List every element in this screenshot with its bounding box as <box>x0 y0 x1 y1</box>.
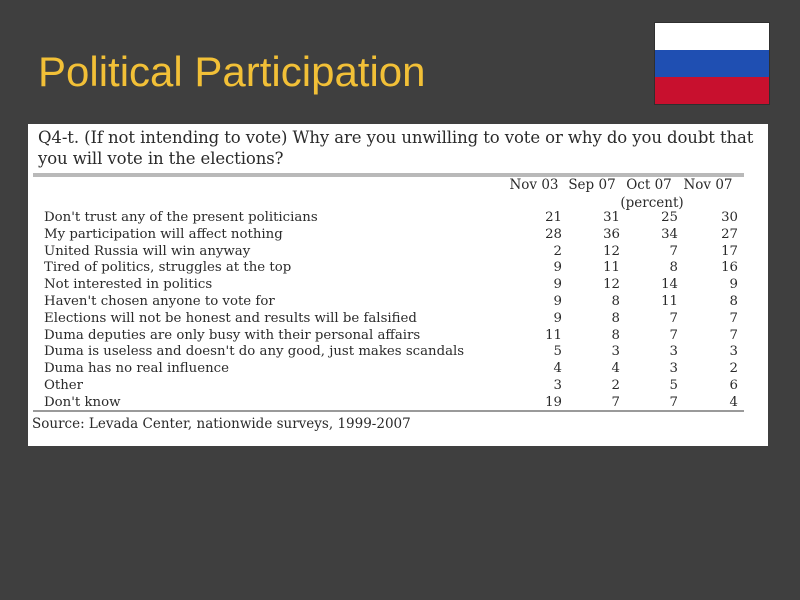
table-cell: 8 <box>669 260 678 276</box>
table-cell: 27 <box>721 226 738 242</box>
table-cell: 7 <box>669 310 678 326</box>
table-row <box>28 327 768 344</box>
table-row <box>28 293 768 310</box>
table-cell: 8 <box>611 310 620 326</box>
table-cell: 28 <box>545 226 562 242</box>
row-label: Not interested in politics <box>44 277 213 293</box>
table-cell: 11 <box>603 260 620 276</box>
table-row <box>28 343 768 360</box>
table-cell: 3 <box>553 378 562 393</box>
table-cell: 4 <box>729 394 738 410</box>
table-footer-rule <box>33 410 744 412</box>
row-label: Duma is useless and doesn't do any good, just makes scandals <box>44 344 465 360</box>
table-cell: 8 <box>729 294 738 309</box>
table-cell: 31 <box>603 210 620 225</box>
unit-label: (percent) <box>620 195 684 211</box>
flag-stripe-blue <box>655 50 769 77</box>
table-row <box>28 243 768 260</box>
row-label: Don't trust any of the present politicians <box>44 210 318 225</box>
source-note: Source: Levada Center, nationwide surveys, 1999-2007 <box>32 416 411 432</box>
table-cell: 36 <box>603 226 620 242</box>
column-header-nov-07: Nov 07 <box>683 177 733 193</box>
column-header-oct-07: Oct 07 <box>626 177 672 193</box>
table-row <box>28 377 768 394</box>
table-cell: 7 <box>669 243 678 259</box>
flag-stripe-red <box>655 77 769 104</box>
table-cell: 9 <box>729 277 738 293</box>
table-row <box>28 310 768 327</box>
table-cell: 19 <box>545 394 562 410</box>
table-cell: 9 <box>553 260 562 276</box>
table-cell: 2 <box>611 378 620 393</box>
table-cell: 17 <box>721 243 738 259</box>
table-cell: 14 <box>661 277 678 293</box>
survey-question: Q4-t. (If not intending to vote) Why are you unwilling to vote or why do you doubt that you will vote in the elections? <box>38 128 754 168</box>
table-row <box>28 360 768 377</box>
row-label: Don't know <box>44 394 121 410</box>
table-cell: 8 <box>611 327 620 343</box>
table-cell: 3 <box>729 344 738 360</box>
table-cell: 16 <box>721 260 738 276</box>
table-cell: 21 <box>545 210 562 225</box>
russian-flag-icon <box>655 23 769 104</box>
row-label: Haven't chosen anyone to vote for <box>44 294 275 309</box>
table-cell: 9 <box>553 294 562 309</box>
table-cell: 7 <box>611 394 620 410</box>
table-cell: 2 <box>729 361 738 377</box>
table-cell: 3 <box>611 344 620 360</box>
row-label: Elections will not be honest and results will be falsified <box>44 310 417 326</box>
table-cell: 3 <box>669 361 678 377</box>
table-cell: 4 <box>611 361 620 377</box>
table-cell: 3 <box>669 344 678 360</box>
table-row <box>28 394 768 411</box>
row-label: My participation will affect nothing <box>44 226 283 242</box>
table-cell: 5 <box>553 344 562 360</box>
flag-stripe-white <box>655 23 769 50</box>
table-cell: 7 <box>669 327 678 343</box>
table-row <box>28 276 768 293</box>
table-cell: 7 <box>729 327 738 343</box>
column-header-sep-07: Sep 07 <box>568 177 616 193</box>
table-row <box>28 259 768 276</box>
table-cell: 5 <box>669 378 678 393</box>
table-cell: 4 <box>553 361 562 377</box>
table-cell: 25 <box>661 210 678 225</box>
slide-title: Political Participation <box>38 48 426 95</box>
row-label: Duma has no real influence <box>44 361 229 377</box>
row-label: Other <box>44 378 84 393</box>
table-row <box>28 226 768 243</box>
table-cell: 8 <box>611 294 620 309</box>
table-row <box>28 209 768 226</box>
table-cell: 30 <box>721 210 738 225</box>
row-label: United Russia will win anyway <box>44 243 251 259</box>
row-label: Duma deputies are only busy with their personal affairs <box>44 327 421 343</box>
table-cell: 7 <box>669 394 678 410</box>
table-cell: 9 <box>553 310 562 326</box>
table-cell: 6 <box>729 378 738 393</box>
column-header-nov-03: Nov 03 <box>509 177 559 193</box>
row-label: Tired of politics, struggles at the top <box>44 260 292 276</box>
table-cell: 34 <box>661 226 678 242</box>
table-cell: 12 <box>603 243 620 259</box>
table-cell: 11 <box>545 327 562 343</box>
table-cell: 9 <box>553 277 562 293</box>
table-cell: 7 <box>729 310 738 326</box>
table-cell: 12 <box>603 277 620 293</box>
table-cell: 11 <box>661 294 678 309</box>
table-cell: 2 <box>553 243 562 259</box>
survey-table-image <box>28 124 768 446</box>
